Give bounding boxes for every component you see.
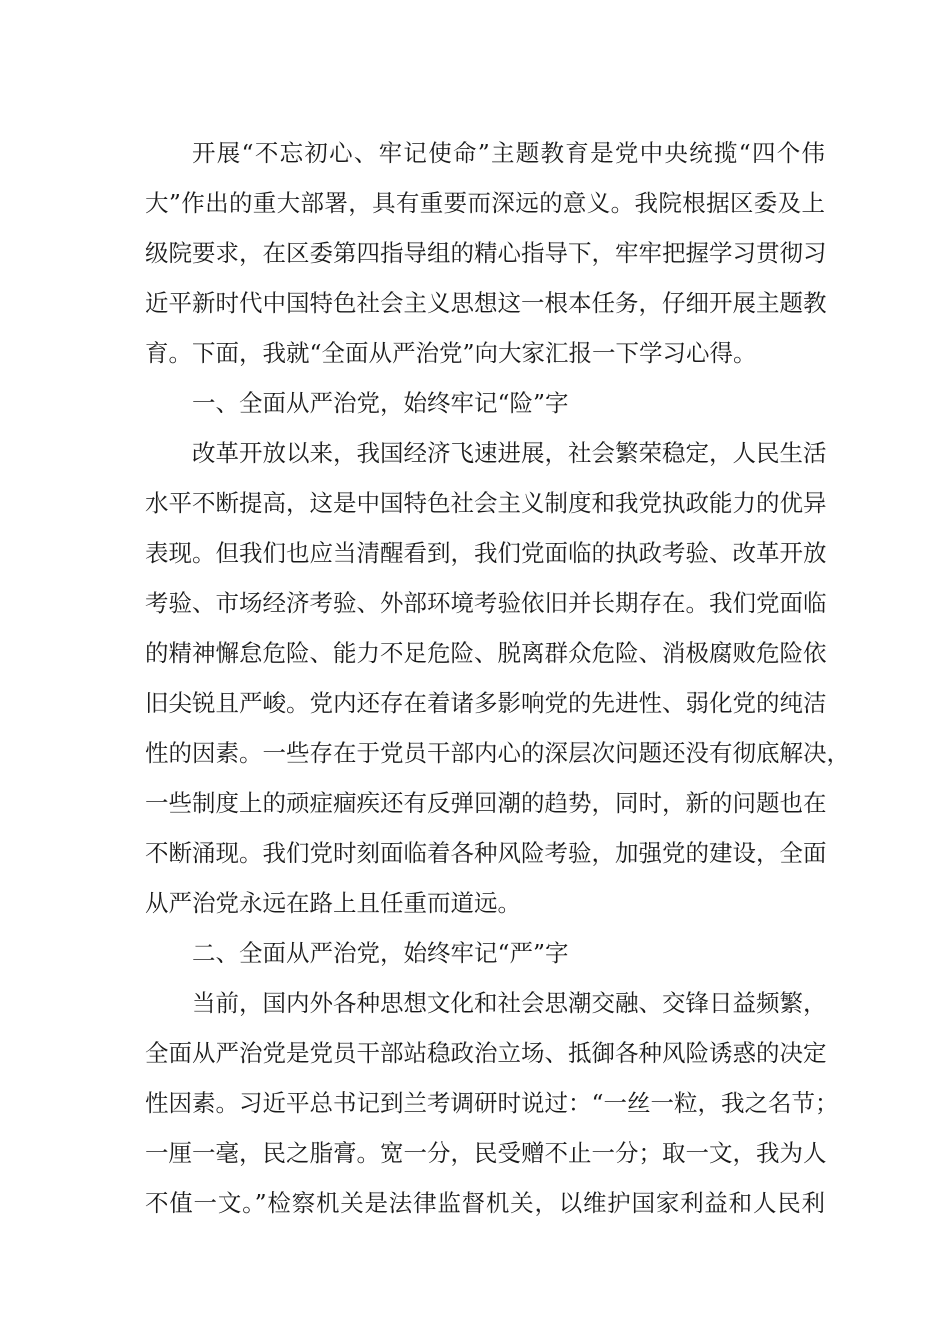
text-line: 表现。但我们也应当清醒看到，我们党面临的执政考验、改革开放 [145, 539, 827, 567]
text-line: 级院要求，在区委第四指导组的精心指导下，牢牢把握学习贯彻习 [145, 239, 827, 267]
text-line: 性的因素。一些存在于党员干部内心的深层次问题还没有彻底解决， [145, 739, 850, 767]
text-line: 不断涌现。我们党时刻面临着各种风险考验，加强党的建设，全面 [145, 839, 827, 867]
text-line: 旧尖锐且严峻。党内还存在着诸多影响党的先进性、弱化党的纯洁 [145, 689, 827, 717]
text-line: 不值一文。”检察机关是法律监督机关，以维护国家利益和人民利 [145, 1189, 825, 1217]
section-heading-1 [145, 378, 825, 428]
text-line: 近平新时代中国特色社会主义思想这一根本任务，仔细开展主题教 [145, 289, 827, 317]
text-line: 的精神懈怠危险、能力不足危险、脱离群众危险、消极腐败危险依 [145, 639, 827, 667]
text-line: 一厘一毫，民之脂膏。宽一分，民受赠不止一分；取一文，我为人 [145, 1139, 827, 1167]
document-body [145, 128, 850, 1228]
text-line: 全面从严治党是党员干部站稳政治立场、抵御各种风险诱惑的决定 [145, 1039, 827, 1067]
text-line: 育。下面，我就“全面从严治党”向大家汇报一下学习心得。 [145, 339, 757, 367]
paragraph-intro [145, 128, 825, 378]
text-line: 大”作出的重大部署，具有重要而深远的意义。我院根据区委及上 [145, 189, 825, 217]
text-line: 开展“不忘初心、牢记使命”主题教育是党中央统揽“四个伟 [192, 139, 825, 167]
paragraph-section-2 [145, 978, 839, 1228]
heading-line: 一、全面从严治党，始终牢记“险”字 [192, 389, 569, 417]
text-line: 改革开放以来，我国经济飞速进展，社会繁荣稳定，人民生活 [192, 439, 827, 467]
text-line: 一些制度上的顽症痼疾还有反弹回潮的趋势，同时，新的问题也在 [145, 789, 827, 817]
text-line: 从严治党永远在路上且任重而道远。 [145, 889, 521, 917]
paragraph-section-1 [145, 428, 850, 928]
text-line: 性因素。习近平总书记到兰考调研时说过：“一丝一粒，我之名节； [145, 1089, 839, 1117]
text-line: 考验、市场经济考验、外部环境考验依旧并长期存在。我们党面临 [145, 589, 827, 617]
heading-line: 二、全面从严治党，始终牢记“严”字 [192, 939, 569, 967]
text-line: 当前，国内外各种思想文化和社会思潮交融、交锋日益频繁， [192, 989, 827, 1017]
section-heading-2 [145, 928, 825, 978]
text-line: 水平不断提高，这是中国特色社会主义制度和我党执政能力的优异 [145, 489, 827, 517]
